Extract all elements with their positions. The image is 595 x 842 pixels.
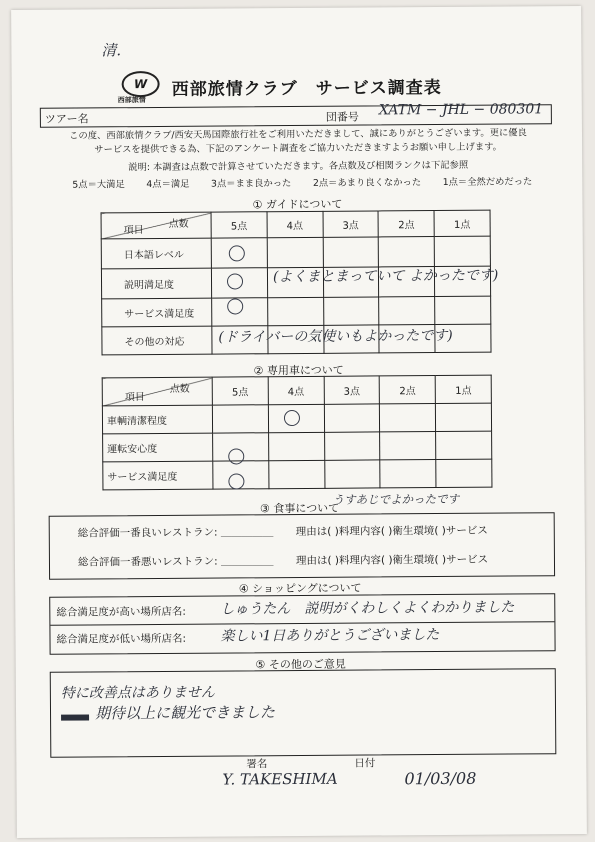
meal-best-label: 総合評価一番良いレストラン: ＿＿＿＿＿ [77, 526, 274, 540]
survey-sheet [11, 6, 587, 838]
guide-col-3: 3点 [323, 211, 379, 237]
group-number-value[interactable]: XATM − JHL − 080301 [378, 101, 544, 119]
corner-item-label: 項目 [124, 392, 145, 404]
scale-5: 5点＝大満足 [72, 179, 125, 191]
corner-score-label: 点数 [168, 218, 189, 230]
vehicle-cell[interactable] [380, 460, 436, 488]
vehicle-cell[interactable] [269, 460, 325, 488]
crossed-out-mark [61, 714, 89, 720]
guide-cell[interactable] [434, 236, 490, 266]
vehicle-cell[interactable] [436, 459, 492, 487]
section-meal-title: ③ 食事について [259, 501, 340, 516]
meal-worst-reason[interactable]: 理由は( )料理内容( )衛生環境( )サービス [295, 553, 489, 568]
vehicle-col-3: 3点 [324, 376, 380, 404]
vehicle-cell[interactable] [324, 460, 380, 488]
guide-row-service: サービス満足度 [102, 298, 212, 327]
guide-row-japanese: 日本語レベル [101, 238, 211, 269]
other-opinion-line-1: 特に改善点はありません [60, 684, 215, 702]
shopping-box [49, 593, 555, 655]
vehicle-col-2: 2点 [380, 376, 436, 404]
guide-col-4: 4点 [267, 211, 323, 237]
vehicle-cell[interactable] [268, 432, 324, 460]
date-label: 日付 [354, 757, 376, 770]
signature-label: 署名 [246, 758, 268, 771]
guide-cell[interactable] [379, 297, 435, 325]
shopping-high-label: 総合満足度が高い場所店名: [56, 605, 186, 619]
company-logo-icon: W [122, 71, 160, 97]
section-shopping-title: ④ ショッピングについて [238, 581, 362, 596]
vehicle-cell[interactable] [436, 403, 492, 431]
tour-name-label: ツアー名 [44, 112, 89, 126]
intro-line-1: この度、西部旅情クラブ/西安天馬国際旅行社をご利用いただきまして、誠にありがとうございます。更に優良 [69, 127, 527, 142]
signature-value[interactable]: Y. TAKESHIMA [222, 769, 338, 789]
guide-mark-service [227, 298, 243, 314]
guide-cell[interactable] [323, 297, 379, 325]
shopping-low-value[interactable]: 楽しい1日ありがとうございました [220, 627, 440, 645]
scale-2: 2点＝あまり良くなかった [312, 177, 422, 189]
guide-cell[interactable] [379, 237, 435, 267]
guide-col-5: 5点 [211, 212, 267, 238]
guide-row-explanation: 説明満足度 [101, 268, 211, 299]
tour-info-row [40, 101, 552, 128]
vehicle-row-safety: 運転安心度 [103, 433, 213, 462]
guide-corner-cell [101, 212, 211, 239]
meal-worst-label: 総合評価一番悪いレストラン: ＿＿＿＿＿ [77, 555, 274, 569]
vehicle-cell[interactable] [212, 405, 268, 433]
vehicle-corner-cell [102, 377, 212, 406]
section-other-title: ⑤ その他のご意見 [255, 657, 346, 672]
vehicle-cell[interactable] [324, 404, 380, 432]
vehicle-row-clean: 車輌清潔程度 [102, 405, 212, 434]
vehicle-mark-clean [284, 410, 300, 426]
guide-col-1: 1点 [434, 210, 490, 236]
guide-comment-other: (ドライバーの気使いもよかったです) [218, 327, 453, 346]
scale-3: 3点＝まま良かった [211, 178, 292, 190]
vehicle-row-service: サービス満足度 [103, 461, 213, 490]
meal-box [49, 512, 555, 580]
top-handwritten-note: 清. [101, 41, 122, 60]
meal-best-reason[interactable]: 理由は( )料理内容( )衛生環境( )サービス [295, 524, 488, 539]
score-scale [72, 173, 532, 190]
shopping-low-label: 総合満足度が低い場所店名: [56, 632, 187, 646]
guide-col-2: 2点 [378, 211, 434, 237]
meal-handwritten-comment: うすあじでよかったです [332, 491, 460, 507]
guide-mark-explanation [227, 273, 243, 289]
vehicle-mark-safety [228, 448, 244, 464]
vehicle-cell[interactable] [380, 404, 436, 432]
guide-row-other: その他の対応 [102, 326, 212, 355]
vehicle-rating-table [102, 375, 493, 491]
corner-score-label: 点数 [169, 383, 190, 395]
logo-subtitle: 西部旅情 [117, 96, 146, 105]
guide-comment-explanation: (よくまとまっていて よかったです) [272, 267, 499, 286]
vehicle-col-5: 5点 [212, 377, 268, 405]
shopping-high-value[interactable]: しゅうたん 説明がくわしくよくわかりました [220, 599, 515, 618]
guide-mark-japanese [229, 245, 245, 261]
vehicle-cell[interactable] [324, 432, 380, 460]
page-title: 西部旅情クラブ サービス調査表 [171, 77, 442, 100]
scoring-note: 説明: 本調査は点数で計算させていただきます。各点数及び相関ランクは下記参照 [128, 159, 469, 174]
other-opinion-line-2: 期待以上に観光できました [94, 703, 276, 723]
intro-text [48, 126, 548, 157]
corner-item-label: 項目 [123, 225, 144, 237]
guide-cell[interactable] [435, 296, 491, 324]
guide-cell[interactable] [267, 237, 323, 267]
vehicle-cell[interactable] [436, 431, 492, 459]
guide-cell[interactable] [267, 297, 323, 325]
vehicle-col-1: 1点 [435, 375, 491, 403]
vehicle-col-4: 4点 [268, 376, 324, 404]
section-guide-title: ① ガイドについて [252, 197, 343, 212]
group-number-label: 団番号 [325, 110, 359, 124]
other-opinion-box[interactable] [50, 668, 557, 758]
date-value[interactable]: 01/03/08 [404, 768, 477, 789]
intro-line-2: サービスを提供できる為、下記のアンケート調査をご協力いただきますようお願い申し上げます。 [94, 141, 502, 156]
scale-1: 1点＝全然だめだった [442, 176, 533, 188]
vehicle-mark-service [228, 473, 244, 489]
guide-cell[interactable] [323, 237, 379, 267]
vehicle-cell[interactable] [380, 432, 436, 460]
scale-4: 4点＝満足 [146, 178, 190, 191]
section-vehicle-title: ② 専用車について [253, 363, 344, 378]
